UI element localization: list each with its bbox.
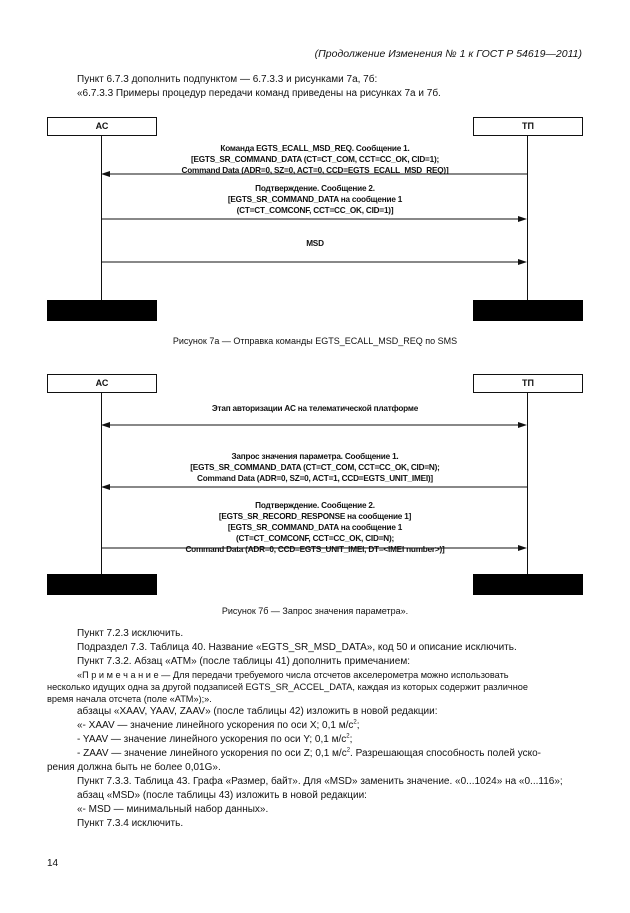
body-line-4: абзацы «XAAV, YAAV, ZAAV» (после таблицы 42) изложить в новой редакции: [77,706,438,717]
fig2-arrows [0,360,630,600]
body-line-5: «- XAAV — значение линейного ускорения по оси X; 0,1 $м/с^2$; [77,719,360,731]
fig2-arrowhead3 [518,545,527,551]
fig1-right-box: ТП [473,117,583,136]
body-line-3: Пункт 7.3.2. Абзац «АТМ» (после таблицы 41) дополнить примечанием: [77,656,410,667]
note-line-3: время начала отсчета (поле «АТМ»);». [47,694,212,704]
fig1-left-box: АС [47,117,157,136]
fig2-arrowhead1-right [518,422,527,428]
fig1-msg3-text: MSD [306,239,324,248]
fig2-msg3-text: Подтверждение. Сообщение 2. [EGTS_SR_RECORD_RESPONSE на сообщение 1] [EGTS_SR_COMMAND_DATA на сообщение 1 (CT=CT_COMCONF, CCT=CC_OK, CID=N); Command Data (ADR=0, CCD=EGTS_UNIT_IMEI, DT=<IMEI number>)] [185,501,445,554]
body-line-11: «- MSD — минимальный набор данных». [77,804,269,815]
body-line-10: абзац «MSD» (после таблицы 43) изложить в новой редакции: [77,790,367,801]
intro-line-1: Пункт 6.7.3 дополнить подпунктом — 6.7.3.3 и рисунками 7а, 7б: [77,74,378,85]
intro-line-2: «6.7.3.3 Примеры процедур передачи команд приведены на рисунках 7а и 7б. [77,88,441,99]
note-line-2: несколько идущих одна за другой подзаписей EGTS_SR_ACCEL_DATA, каждая из которых содержит различное [47,682,528,692]
fig2-caption: Рисунок 7б — Запрос значения параметра». [221,606,409,616]
fig1-arrowhead1 [101,171,110,177]
fig1-caption: Рисунок 7а — Отправка команды EGTS_ECALL_MSD_REQ по SMS [172,336,458,346]
fig1-msg2-text: Подтверждение. Сообщение 2. [EGTS_SR_COMMAND_DATA на сообщение 1 (CT=CT_COMCONF, CCT=CC_OK, CID=1)] [227,184,403,215]
body-line-9: Пункт 7.3.3. Таблица 43. Графа «Размер, байт». Для «MSD» заменить значение. «0...1024» на «0...116»; [77,776,563,787]
body-line-12: Пункт 7.3.4 исключить. [77,818,184,829]
fig2-arrowhead1-left [101,422,110,428]
fig2-left-box: АС [47,374,157,393]
body-line-6: - YAAV — значение линейного ускорения по оси Y; 0,1 $м/с^2$; [77,733,353,745]
note-line-1: «П р и м е ч а н и е — Для передачи требуемого числа отсчетов акселерометра можно использовать [77,670,509,680]
fig2-right-box: ТП [473,374,583,393]
fig1-arrowhead3 [518,259,527,265]
fig2-msg1-text: Этап авторизации АС на телематической платформе [211,404,419,413]
body-line-1: Пункт 7.2.3 исключить. [77,628,184,639]
body-line-8: рения должна быть не более 0,01G». [47,762,221,773]
page-header: (Продолжение Изменения № 1 к ГОСТ Р 54619—2011) [314,48,582,60]
fig2-arrowhead2 [101,484,110,490]
body-line-2: Подраздел 7.3. Таблица 40. Название «EGTS_SR_MSD_DATA», код 50 и описание исключить. [77,642,517,653]
page-number: 14 [47,858,59,869]
fig1-arrowhead2 [518,216,527,222]
fig1-msg1-text: Команда EGTS_ECALL_MSD_REQ. Сообщение 1. [EGTS_SR_COMMAND_DATA (CT=CT_COM, CCT=CC_OK, CID=1); Command Data (ADR=0, SZ=0, ACT=0, CCD=EGTS_ECALL_MSD_REQ)] [181,144,449,175]
body-line-7: - ZAAV — значение линейного ускорения по оси Z; 0,1 $м/с^2$. Разрешающая способность полей уско- [77,747,541,759]
fig2-msg2-text: Запрос значения параметра. Сообщение 1. [EGTS_SR_COMMAND_DATA (CT=CT_COM, CCT=CC_OK, CID=N); Command Data (ADR=0, SZ=0, ACT=1, CCD=EGTS_UNIT_IMEI)] [190,452,440,483]
fig1-arrows [0,0,630,330]
